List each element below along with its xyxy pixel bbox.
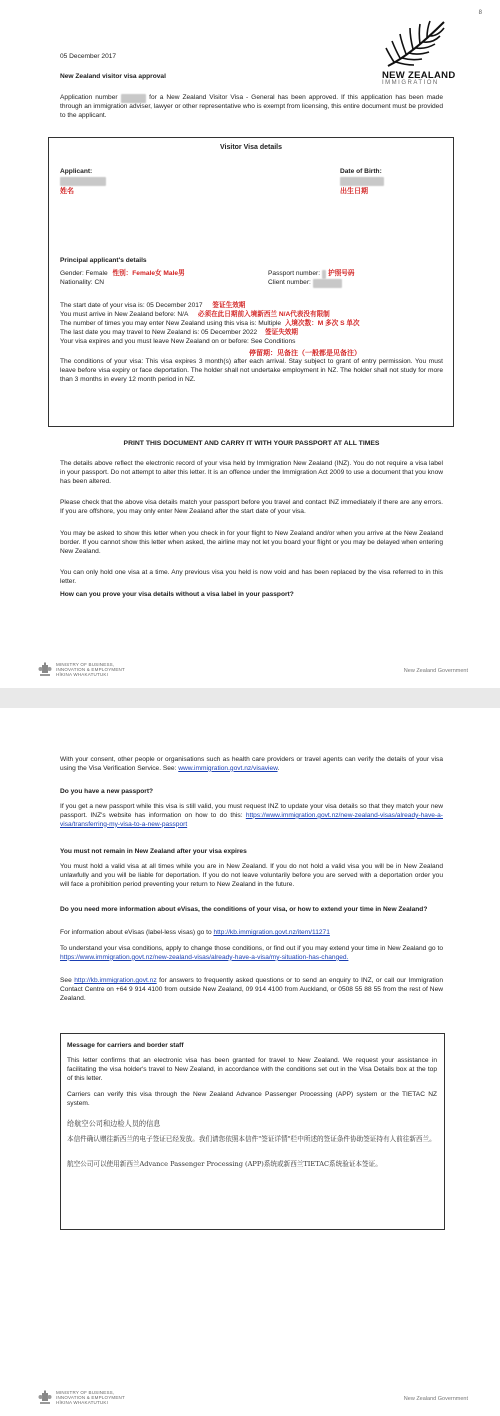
visa-conditions: The conditions of your visa: This visa expires 3 month(s) after each arrival. Stay subject to grant of entry permission. You must leave before visa expiry or face deportation. The holder shall not undertake employment in NZ. The holder shall not study for more than 3 months in every 12 month period in NZ. <box>60 358 443 383</box>
intro-paragraph: Application number for a New Zealand Visitor Visa - General has been approved. If this application has been made through an immigration adviser, lawyer or other representative who is exempt from licensing, this entire document must be provided to the applicant. <box>60 94 443 119</box>
gender: Gender: Female 性别：Female女 Male男 <box>60 270 185 277</box>
arrive-before: You must arrive in New Zealand before: N/A 必须在此日期前入境新西兰 N/A代表没有限制 <box>60 311 330 318</box>
carriers-heading: Message for carriers and border staff <box>67 1042 184 1049</box>
consent-paragraph: With your consent, other people or organisations such as health care providers or travel agents can verify the details of your visa using the Visa Verification Service. See: www.immigration.govt.nz/visaview. <box>60 756 443 772</box>
transfer-visa-link[interactable]: https://www.immigration.govt.nz/new-zealand-visas/already-have-a-visa/transferring-my-visa-to-a-new-passport <box>60 811 443 828</box>
evisa-link[interactable]: http://kb.immigration.govt.nz/item/11271 <box>213 929 330 936</box>
prove-heading: How can you prove your visa details without a visa label in your passport? <box>60 591 294 598</box>
entries-note: 入境次数：M 多次 S 单次 <box>284 320 360 327</box>
arrive-note: 必须在此日期前入境新西兰 N/A代表没有限制 <box>197 311 330 318</box>
application-number <box>121 94 147 103</box>
more-info-heading: Do you need more information about eVisas, the conditions of your visa, or how to extend your time in New Zealand? <box>60 906 428 913</box>
silver-fern-icon <box>382 18 452 70</box>
applicant-label: Applicant: <box>60 168 93 175</box>
dob-label: Date of Birth: <box>340 168 382 175</box>
page-corner-mark: 8 <box>478 10 482 16</box>
carriers-heading-zh: 给航空公司和边检人员的信息 <box>67 1119 161 1128</box>
passport-note: 护照号码 <box>328 270 355 277</box>
coat-of-arms-icon <box>38 1390 52 1406</box>
visa-details-box <box>48 137 454 427</box>
conditions-paragraph: To understand your visa conditions, apply to change those conditions, or find out if you may extend your time in New Zealand go to https://www.immigration.govt.nz/new-zealand-visas/already-have-a-visa/my-situation-has-changed. <box>60 945 443 961</box>
dob-note: 出生日期 <box>340 188 368 195</box>
new-passport-heading: Do you have a new passport? <box>60 788 154 795</box>
last-note: 签证失效期 <box>265 329 298 336</box>
evisa-paragraph: For information about eVisas (label-less visas) go to http://kb.immigration.govt.nz/item/11271 <box>60 929 330 936</box>
carriers-paragraph-2: Carriers can verify this visa through the New Zealand Advance Passenger Processing (APP) system or the TIETAC NZ system. <box>67 1091 437 1107</box>
start-note: 签证生效期 <box>212 302 246 309</box>
carriers-paragraph-1-zh: 本信件确认赠往新西兰的电子签证已经发放。我们请您依照本信件"签证详情"栏中所述的签证条件协助签证持有人前往新西兰。 <box>67 1135 436 1143</box>
new-passport-paragraph: If you get a new passport while this visa is still valid, you must request INZ to update your visa details so that they match your new passport. INZ's website has information on how to do this: https://www.immigration.govt.nz/new-zealand-visas/already-have-a-visa/transferring-my-visa-to-a-new-passport <box>60 803 443 828</box>
passport-number: Passport number: 护照号码 <box>268 270 355 277</box>
client-number: Client number: <box>268 279 342 288</box>
carriers-message-box <box>60 1033 445 1230</box>
letter-page-1 <box>0 0 500 688</box>
gender-note: 性别：Female女 Male男 <box>112 270 185 277</box>
coat-of-arms-icon <box>38 662 52 678</box>
situation-changed-link[interactable]: https://www.immigration.govt.nz/new-zealand-visas/already-have-a-visa/my-situation-has-changed. <box>60 953 349 961</box>
page-1-footer <box>38 660 468 682</box>
paragraph-electronic-record: The details above reflect the electronic record of your visa held by Immigration New Zealand (INZ). You do not require a visa label in your passport. Do not attempt to alter this letter. It is an offence under the Immigration Act 2009 to use a document that you know has been altered. <box>60 460 443 485</box>
start-date: The start date of your visa is: 05 December 2017 签证生效期 <box>60 302 246 309</box>
carriers-paragraph-1: This letter confirms that an electronic visa has been granted for travel to New Zealand. We request your assistance in facilitating the visa holder's travel to New Zealand, in accordance with the conditions set out in the Visa Details box at the top of this letter. <box>67 1057 437 1082</box>
not-remain-paragraph: You must hold a valid visa at all times while you are in New Zealand. If you do not hold a valid visa you will be in New Zealand unlawfully and you will be liable for deportation. If you do not leave voluntarily before you are served with a deportation order you will face a prohibition period preventing your return to New Zealand in the future. <box>60 863 443 888</box>
not-remain-heading: You must not remain in New Zealand after your visa expires <box>60 848 247 855</box>
logo-title: NEW ZEALAND <box>382 70 456 81</box>
carriers-paragraph-2-zh: 航空公司可以使用新西兰Advance Passenger Processing (APP)系统或新西兰TIETAC系统验证本签证。 <box>67 1160 382 1168</box>
ministry-logo: MINISTRY OF BUSINESS, INNOVATION & EMPLOYMENT HĪKINA WHAKATUTUKI <box>38 662 125 678</box>
nationality: Nationality: CN <box>60 279 104 286</box>
leave-by: Your visa expires and you must leave New Zealand on or before: See Conditions <box>60 338 296 345</box>
paragraph-one-visa: You can only hold one visa at a time. Any previous visa you held is now void and has been replaced by the visa referred to in this letter. <box>60 569 443 585</box>
letter-date: 05 December 2017 <box>60 53 117 60</box>
see-kb-paragraph: See http://kb.immigration.govt.nz for answers to frequently asked questions or to send an enquiry to INZ, or call our Immigration Contact Centre on +64 9 914 4100 from outside New Zealand, 09 914 4100 from Auckland, or 0508 55 88 55 from the rest of New Zealand. <box>60 977 443 1002</box>
kb-link[interactable]: http://kb.immigration.govt.nz <box>74 977 157 984</box>
nz-government-logo: New Zealand Government <box>403 1396 468 1402</box>
leave-note: 停留期：见备注（一般都是见备注） <box>249 350 361 357</box>
page-2-footer <box>38 1388 468 1410</box>
logo-subtitle: IMMIGRATION <box>382 80 439 86</box>
visaview-link[interactable]: www.immigration.govt.nz/visaview <box>178 764 278 772</box>
visa-details-title: Visitor Visa details <box>220 144 282 151</box>
last-travel-date: The last date you may travel to New Zealand is: 05 December 2022 签证失效期 <box>60 329 298 336</box>
paragraph-show-letter: You may be asked to show this letter when you check in for your flight to New Zealand and/or when you arrive at the New Zealand border. If you cannot show this letter when asked, the airline may not let you board your flight or you may be delayed when entering New Zealand. <box>60 530 443 555</box>
dob-value <box>340 177 384 186</box>
nz-government-logo: New Zealand Government <box>403 668 468 674</box>
principal-heading: Principal applicant's details <box>60 257 147 264</box>
paragraph-check-details: Please check that the above visa details match your passport before you travel and contact INZ immediately if there are any errors. If you are offshore, you may only enter New Zealand after the start date of your visa. <box>60 499 443 515</box>
applicant-name <box>60 177 106 186</box>
applicant-name-note: 姓名 <box>60 188 74 195</box>
letter-heading: New Zealand visitor visa approval <box>60 73 166 80</box>
number-of-entries: The number of times you may enter New Zealand using this visa is: Multiple 入境次数：M 多次 S 单次 <box>60 320 360 327</box>
print-notice: PRINT THIS DOCUMENT AND CARRY IT WITH YOUR PASSPORT AT ALL TIMES <box>123 440 380 447</box>
ministry-logo: MINISTRY OF BUSINESS, INNOVATION & EMPLOYMENT HĪKINA WHAKATUTUKI <box>38 1390 125 1406</box>
